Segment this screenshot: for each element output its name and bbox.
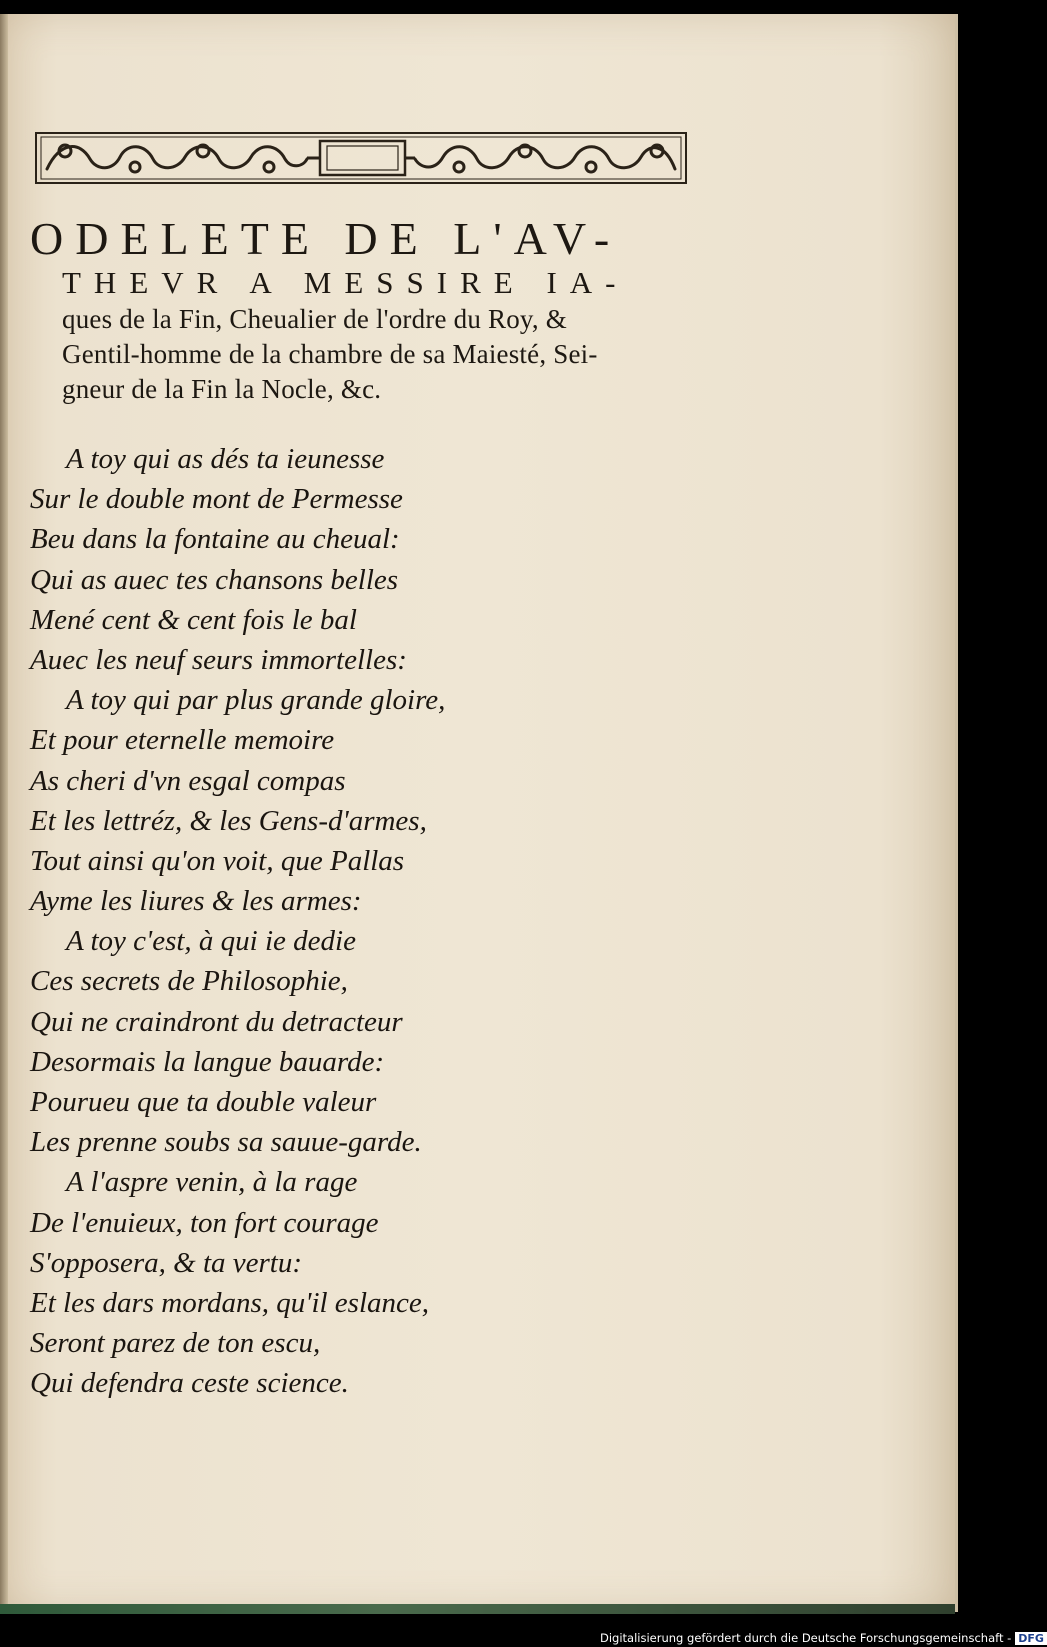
decorative-headpiece: [35, 129, 687, 187]
poem-line: Sur le double mont de Permesse: [30, 483, 403, 516]
poem-line: Qui defendra ceste science.: [30, 1367, 349, 1400]
poem-line: Tout ainsi qu'on voit, que Pallas: [30, 844, 405, 877]
binding-edge-strip: [0, 1604, 955, 1614]
poem-line: A toy c'est, à qui ie dedie: [66, 925, 356, 958]
book-page: [0, 14, 958, 1612]
poem-body: [30, 439, 630, 1404]
poem-line: Desormais la langue bauarde:: [30, 1045, 385, 1078]
poem-line: Et les lettréz, & les Gens-d'armes,: [30, 804, 427, 837]
credit-text: Digitalisierung gefördert durch die Deutsche Forschungsgemeinschaft -: [600, 1631, 1012, 1645]
poem-line: Ayme les liures & les armes:: [30, 885, 362, 918]
heading-dedication-line-1: ques de la Fin, Cheualier de l'ordre du Roy, &: [62, 304, 567, 334]
poem-line: Ces secrets de Philosophie,: [30, 965, 348, 998]
heading-dedication-line-2: Gentil-homme de la chambre de sa Maiesté, Sei-: [62, 339, 598, 369]
poem-line: Et les dars mordans, qu'il eslance,: [30, 1286, 430, 1319]
poem-line: Seront parez de ton escu,: [30, 1327, 321, 1360]
poem-line: Pourueu que ta double valeur: [30, 1086, 377, 1118]
poem-line: S'opposera, & ta vertu:: [30, 1246, 303, 1279]
poem-line: As cheri d'vn esgal compas: [30, 764, 346, 797]
poem-line: Qui as auec tes chansons belles: [30, 563, 399, 596]
poem-line: A toy qui as dés ta ieunesse: [66, 443, 385, 475]
poem-line: A l'aspre venin, à la rage: [66, 1166, 358, 1199]
ode-heading: [30, 214, 690, 407]
poem-line: Beu dans la fontaine au cheual:: [30, 523, 400, 556]
heading-title-line-2: THEVR A MESSIRE IA-: [62, 265, 629, 300]
poem-line: Qui ne craindront du detracteur: [30, 1005, 403, 1038]
page-gutter-edge: [0, 14, 8, 1612]
poem-line: Mené cent & cent fois le bal: [30, 603, 357, 636]
poem-line: A toy qui par plus grande gloire,: [66, 684, 446, 717]
poem-line: Les prenne soubs sa sauue-garde.: [30, 1126, 422, 1159]
heading-title-line-1: ODELETE DE L'AV-: [30, 213, 622, 264]
heading-dedication-line-3: gneur de la Fin la Nocle, &c.: [62, 374, 382, 404]
digitization-credit: [600, 1630, 1047, 1647]
poem-line: De l'enuieux, ton fort courage: [30, 1206, 379, 1239]
poem-line: Auec les neuf seurs immortelles:: [30, 643, 407, 676]
dfg-logo: DFG: [1015, 1632, 1047, 1645]
poem-line: Et pour eternelle memoire: [30, 724, 335, 757]
